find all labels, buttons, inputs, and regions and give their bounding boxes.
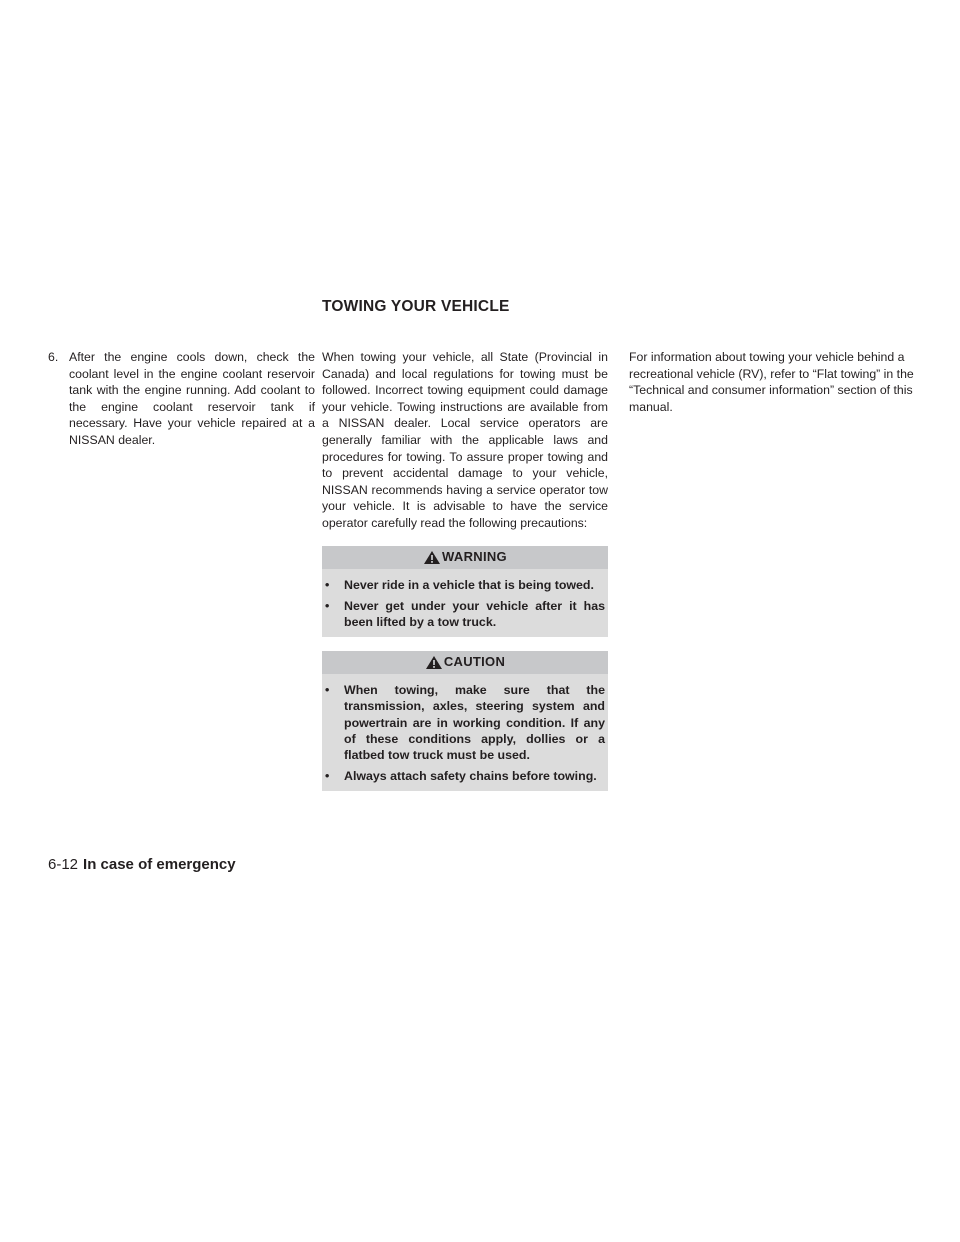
warning-item <box>322 577 608 593</box>
caution-box <box>322 651 608 791</box>
step-text: After the engine cools down, check the coolant level in the engine coolant reservoir tank with the engine running. Add coolant to the engine coolant reservoir tank if necessary. Have your vehicle repaired at a NISSAN dealer. <box>69 350 315 447</box>
warning-box <box>322 546 608 638</box>
warning-item <box>322 598 608 630</box>
warning-triangle-icon <box>423 550 441 565</box>
warning-list <box>322 569 608 638</box>
page-footer <box>48 856 236 873</box>
rv-towing-paragraph: For information about towing your vehicle behind a recreational vehicle (RV), refer to “Flat towing” in the “Technical and consumer information” section of this manual. <box>629 350 914 414</box>
warning-triangle-icon <box>425 655 443 670</box>
right-column <box>629 349 919 415</box>
warning-item-text: Never get under your vehicle after it has been lifted by a tow truck. <box>344 598 605 629</box>
chapter-title: In case of emergency <box>83 856 236 873</box>
caution-item-text: When towing, make sure that the transmission, axles, steering system and powertrain are in working condition. If any of these conditions apply, dollies or a flatbed tow truck must be used. <box>344 683 605 762</box>
caution-header <box>322 651 608 674</box>
warning-item-text: Never ride in a vehicle that is being towed. <box>344 577 594 592</box>
section-title: TOWING YOUR VEHICLE <box>322 298 510 315</box>
bullet-icon: • <box>325 598 330 613</box>
numbered-step <box>48 349 315 449</box>
caution-item-text: Always attach safety chains before towing. <box>344 769 597 784</box>
middle-column <box>322 349 608 791</box>
bullet-icon: • <box>325 577 330 592</box>
caution-item <box>322 768 608 784</box>
towing-intro-paragraph: When towing your vehicle, all State (Provincial in Canada) and local regulations for towing must be followed. Incorrect towing equipment could damage your vehicle. Towing instructions are available from a NISSAN dealer. Local service operators are generally familiar with the applicable laws and procedures for towing. To assure proper towing and to prevent accidental damage to your vehicle, NISSAN recommends having a service operator tow your vehicle. It is advisable to have the service operator carefully read the following precautions: <box>322 350 608 530</box>
warning-header <box>322 546 608 569</box>
bullet-icon: • <box>325 683 330 698</box>
left-column <box>48 349 315 449</box>
page-number: 6-12 <box>48 856 79 873</box>
caution-item <box>322 682 608 763</box>
bullet-icon: • <box>325 769 330 784</box>
warning-title: WARNING <box>442 548 507 564</box>
caution-title: CAUTION <box>443 654 506 670</box>
caution-list <box>322 674 608 791</box>
step-number: 6. <box>48 350 59 364</box>
